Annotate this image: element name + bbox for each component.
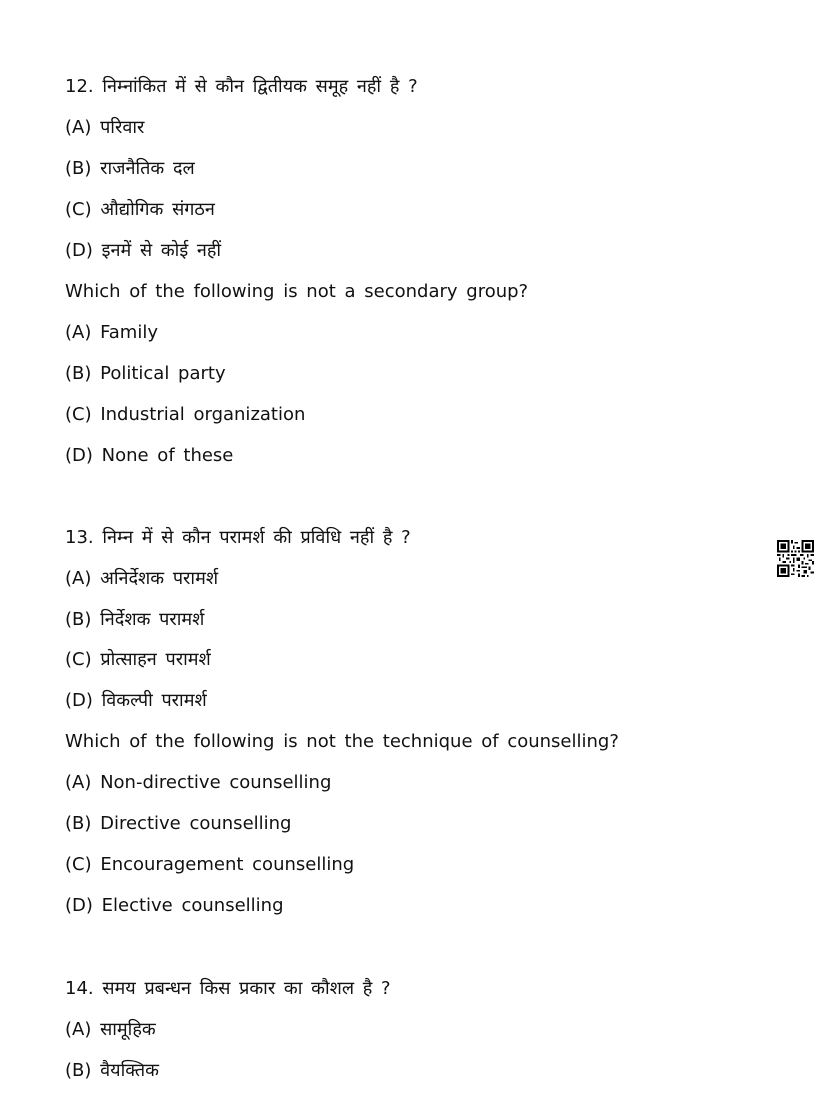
- question-text-hindi: 12. निम्नांकित में से कौन द्वितीयक समूह नहीं है ?: [65, 76, 418, 97]
- option-b-english: (B) Political party: [65, 363, 226, 384]
- question-text-english: Which of the following is not the technique of counselling?: [65, 731, 619, 752]
- option-a-hindi: (A) अनिर्देशक परामर्श: [65, 568, 219, 589]
- option-d-hindi: (D) इनमें से कोई नहीं: [65, 240, 222, 261]
- question-text-english: Which of the following is not a secondary group?: [65, 281, 529, 302]
- option-a-english: (A) Family: [65, 322, 158, 343]
- option-a-english: (A) Non-directive counselling: [65, 772, 332, 793]
- option-d-hindi: (D) विकल्पी परामर्श: [65, 690, 207, 711]
- option-a-hindi: (A) परिवार: [65, 117, 145, 138]
- option-a-hindi: (A) सामूहिक: [65, 1019, 156, 1040]
- option-d-english: (D) None of these: [65, 445, 234, 466]
- option-b-hindi: (B) निर्देशक परामर्श: [65, 609, 205, 630]
- option-b-hindi: (B) वैयक्तिक: [65, 1060, 159, 1081]
- option-c-english: (C) Industrial organization: [65, 404, 306, 425]
- option-c-hindi: (C) प्रोत्साहन परामर्श: [65, 649, 211, 670]
- option-d-english: (D) Elective counselling: [65, 895, 284, 916]
- option-c-hindi: (C) औद्योगिक संगठन: [65, 199, 215, 220]
- question-text-hindi: 13. निम्न में से कौन परामर्श की प्रविधि नहीं है ?: [65, 527, 411, 548]
- qr-code-icon: [777, 540, 814, 577]
- question-text-hindi: 14. समय प्रबन्धन किस प्रकार का कौशल है ?: [65, 978, 391, 999]
- option-b-english: (B) Directive counselling: [65, 813, 292, 834]
- option-b-hindi: (B) राजनैतिक दल: [65, 158, 195, 179]
- option-c-english: (C) Encouragement counselling: [65, 854, 355, 875]
